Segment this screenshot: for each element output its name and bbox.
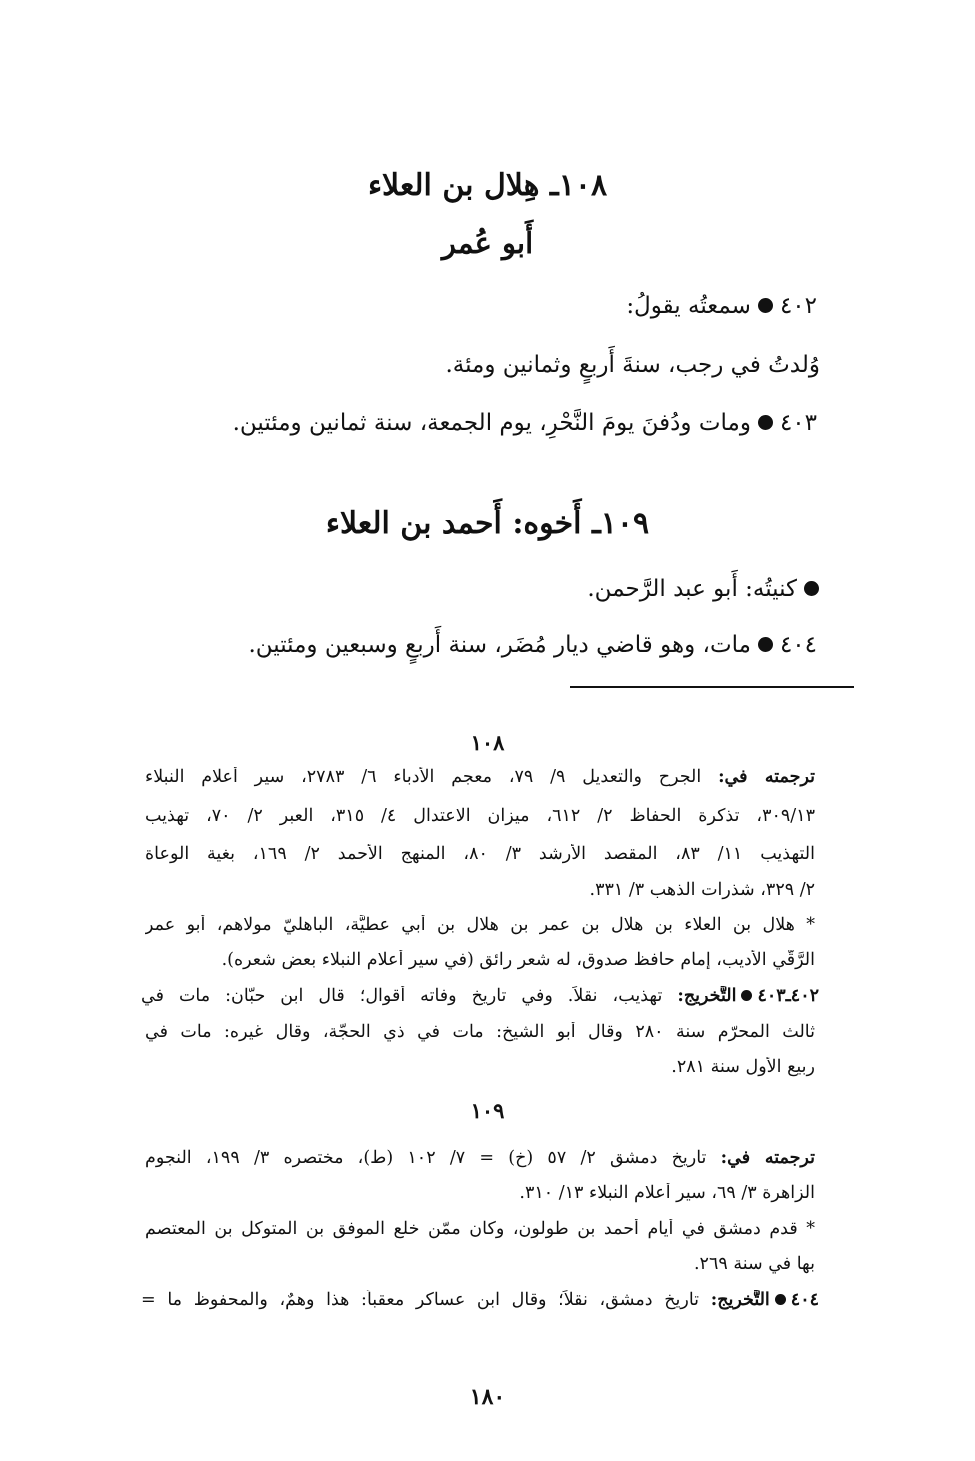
entry-108-kunya: أَبو عُمر <box>441 226 534 260</box>
footnote-line: ٢/ ٣٢٩، شذرات الذهب ٣/ ٣٣١. <box>589 880 815 900</box>
takhrij-line: ٤٠٢ـ٤٠٣التَّخريج: تهذيب، نقلاً. وفي تاريخ وفاته أَقوال؛ قال ابن حبّان: مات في <box>141 986 819 1006</box>
takhrij-label: التَّخريج: <box>710 1290 770 1310</box>
entry-108-title: ١٠٨ـ هِلال بن العلاء <box>367 168 608 203</box>
footnote-line: ٣٠٩/١٣، تذكرة الحفاظ ٢/ ٦١٢، ميزان الاعتدال ٤/ ٣١٥، العبر ٢/ ٧٠، تهذيب <box>145 806 815 826</box>
bullet-icon <box>758 415 773 430</box>
kunya-text: كنيتُه: أَبو عبد الرَّحمن. <box>587 576 797 602</box>
footnote-heading-109: ١٠٩ <box>470 1098 505 1123</box>
entry-109-title: ١٠٩ـ أَخوه: أَحمد بن العلاء <box>325 506 650 541</box>
bullet-icon <box>741 990 752 1001</box>
page-number: ١٨٠ <box>469 1384 506 1410</box>
narration-402 <box>157 293 817 319</box>
footnote-note-line: * هلال بن العلاء بن هلال بن عمر بن هلال بن أَبي عطيَّة، الباهليّ مولاهم، أَبو عمر <box>145 915 815 935</box>
footnote-heading-108: ١٠٨ <box>470 730 505 755</box>
footnote-note-line: * قدم دمشق في أَيام أَحمد بن طولون، وكان ممّن خلع الموفق بن المتوكل بن المعتصم <box>145 1219 815 1239</box>
footnote-line: ترجمته في: الجرح والتعديل ٩/ ٧٩، معجم الأدباء ٦/ ٢٧٨٣، سير أَعلام النبلاء <box>145 767 815 787</box>
footnote-label: ترجمته في: <box>718 767 815 787</box>
narration-text: مات، وهو قاضي ديار مُضَر، سنة أَربعٍ وسبعين ومئتين. <box>248 632 751 658</box>
footnote-note-line: بها في سنة ٢٦٩. <box>693 1254 815 1274</box>
takhrij-line: ثالث المحرّم سنة ٢٨٠ وقال أَبو الشيخ: مات في ذي الحجّة، وقال غيره: مات في <box>145 1022 815 1042</box>
takhrij-line: ٤٠٤التَّخريج: تاريخ دمشق، نقلاً؛ وقال ابن عساكر معقباً: هذا وهمٌ، والمحفوظ ما = <box>141 1290 819 1310</box>
takhrij-number: ٤٠٢ـ٤٠٣ <box>757 986 819 1006</box>
footnote-line: ترجمته في: تاريخ دمشق ٢/ ٥٧ (خ) = ٧/ ١٠٢ (ط)، مختصره ٣/ ١٩٩، النجوم <box>145 1148 815 1168</box>
narration-number: ٤٠٤ <box>779 632 817 658</box>
kunya-line <box>159 576 819 602</box>
footnote-label: ترجمته في: <box>720 1148 815 1168</box>
narration-404 <box>157 632 817 658</box>
bullet-icon <box>804 581 819 596</box>
narration-402-continued: وُلدتُ في رجب، سنةَ أَربعٍ وثمانين ومئة. <box>445 352 820 378</box>
narration-number: ٤٠٣ <box>779 410 817 436</box>
narration-number: ٤٠٢ <box>779 293 817 319</box>
narration-text: سمعتُه يقولُ: <box>626 293 751 319</box>
footnote-note-line: الرَّقّي الأديب، إمام حافظ صدوق، له شعر رائق (في سير أَعلام النبلاء بعض شعره). <box>221 950 815 970</box>
narration-text: ومات ودُفنَ يومَ النَّحْرِ، يوم الجمعة، سنة ثمانين ومئتين. <box>232 410 751 436</box>
takhrij-number: ٤٠٤ <box>790 1290 819 1310</box>
bullet-icon <box>758 637 773 652</box>
takhrij-line: ربيع الأول سنة ٢٨١. <box>671 1057 815 1077</box>
footnote-line: التهذيب ١١/ ٨٣، المقصد الأرشد ٣/ ٨٠، المنهج الأحمد ٢/ ١٦٩، بغية الوعاة <box>145 844 815 864</box>
footnote-separator <box>570 686 854 688</box>
narration-403 <box>157 410 817 436</box>
footnote-line: الزاهرة ٣/ ٦٩، سير أَعلام النبلاء ١٣/ ٣١٠. <box>519 1183 815 1203</box>
takhrij-label: التَّخريج: <box>677 986 737 1006</box>
bullet-icon <box>775 1294 786 1305</box>
bullet-icon <box>758 298 773 313</box>
